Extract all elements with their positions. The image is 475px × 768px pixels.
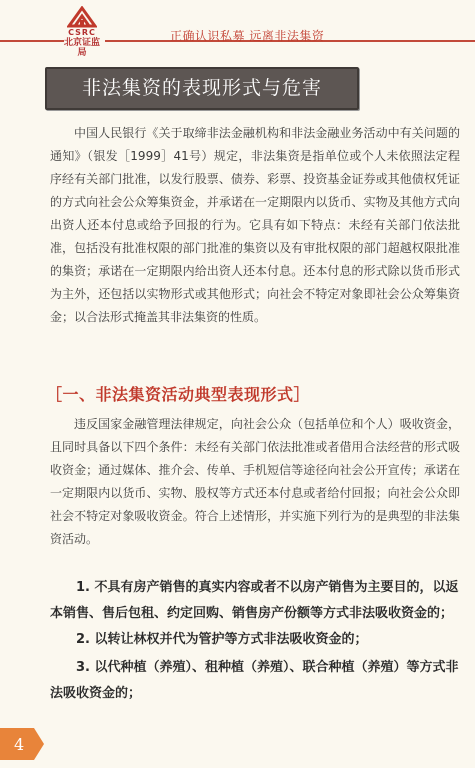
csrc-logo [60, 6, 104, 58]
header-rule-left [0, 40, 64, 42]
intro-paragraph: 中国人民银行《关于取缔非法金融机构和非法金融业务活动中有关问题的通知》（银发［1999］41号）规定，非法集资是指单位或个人未依照法定程序经有关部门批准，以发行股票、债券、彩票、投资基金证券或其他债权凭证的方式向社会公众筹集资金，并承诺在一定期限内以货币、实物及其他方式向出资人还本付息或给予回报的行为。它具有如下特点：未经有关部门依法批准，包括没有批准权限的部门批准的集资以及有审批权限的部门超越权限批准的集资；承诺在一定期限内给出资人还本付息。还本付息的形式除以货币形式为主外，还包括以实物形式或其他形式；向社会不特定对象即社会公众筹集资金；以合法形式掩盖其非法集资的性质。 [50, 126, 460, 324]
logo-en-text: CSRC [68, 28, 96, 37]
page-header [0, 0, 475, 58]
list-item: 1. 不具有房产销售的真实内容或者不以房产销售为主要目的，以返本销售、售后包租、约定回购、销售房产份额等方式非法吸收资金的； [50, 580, 459, 621]
logo-cn-text: 北京证监局 [63, 38, 100, 58]
csrc-emblem-icon [67, 6, 97, 28]
list-item: 3. 以代种植（养殖）、租种植（养殖）、联合种植（养殖）等方式非法吸收资金的； [50, 660, 459, 701]
list-item: 2. 以转让林权并代为管护等方式非法吸收资金的； [76, 632, 368, 647]
header-slogan: 正确认识私募 远离非法集资 [170, 29, 325, 43]
page-title: 非法集资的表现形式与危害 [81, 77, 322, 99]
title-banner [45, 67, 359, 110]
section-heading: ［一、非法集资活动典型表现形式］ [46, 385, 311, 404]
section-paragraph: 违反国家金融管理法律规定，向社会公众（包括单位和个人）吸收资金，且同时具备以下四个条件：未经有关部门依法批准或者借用合法经营的形式吸收资金；通过媒体、推介会、传单、手机短信等途径向社会公开宣传；承诺在一定期限内以货币、实物、股权等方式还本付息或者给付回报；向社会公众即社会不特定对象吸收资金。符合上述情形，并实施下列行为的是典型的非法集资活动。 [50, 417, 460, 546]
page-number: 4 [14, 735, 25, 754]
